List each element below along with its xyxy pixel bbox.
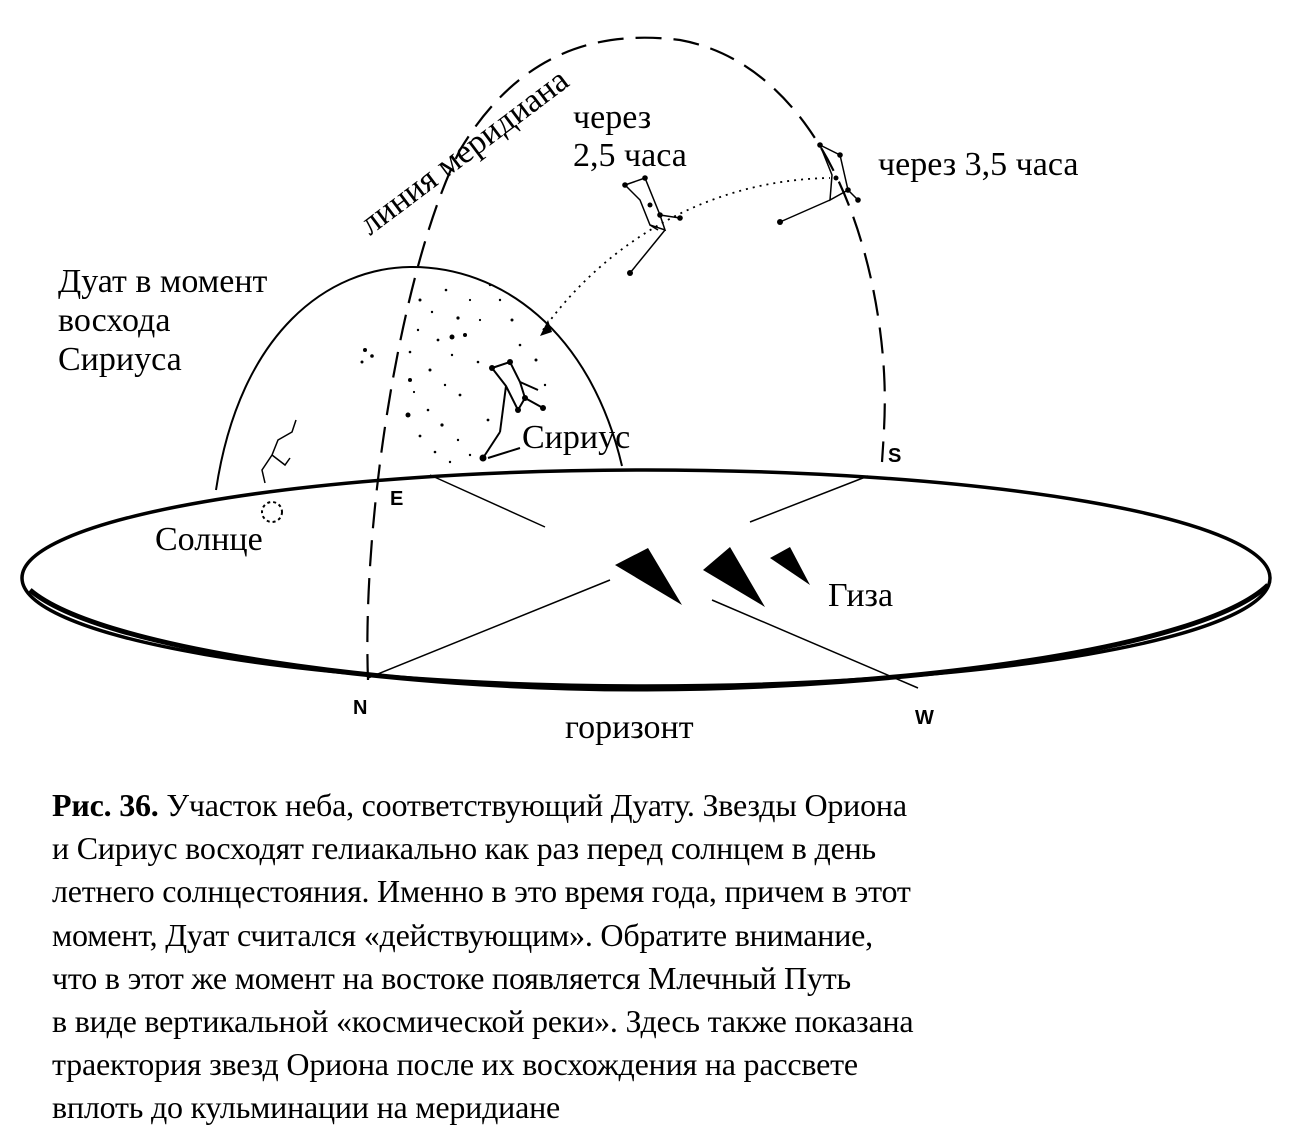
- caption-line: летнего солнцестояния. Именно в это время года, причем в этот: [52, 873, 911, 910]
- sirius-label: Сириус: [522, 419, 631, 456]
- horizon-label: горизонт: [565, 709, 694, 746]
- after-2-5-label-line2: 2,5 часа: [573, 137, 687, 174]
- orion-trajectory: [543, 178, 830, 330]
- meridian-label: линия меридиана: [352, 61, 576, 243]
- caption-line: вплоть до кульминации на меридиане: [52, 1089, 561, 1126]
- giza-label: Гиза: [828, 577, 894, 614]
- caption-line: что в этот же момент на востоке появляется Млечный Путь: [52, 959, 851, 996]
- compass-west: W: [915, 707, 934, 729]
- figure-caption: [52, 784, 1252, 1130]
- giza-pyramids: [615, 547, 810, 607]
- duat-label-line3: Сириуса: [58, 341, 182, 378]
- caption-line-text: Участок неба, соответствующий Дуату. Звезды Ориона: [158, 787, 907, 823]
- sun-icon: [262, 502, 282, 522]
- duat-label-line1: Дуат в момент: [58, 263, 268, 300]
- compass-east: E: [390, 488, 404, 510]
- orion-2-5-hours: [625, 178, 680, 273]
- compass-north: N: [353, 697, 368, 719]
- left-constellation: [262, 420, 296, 483]
- after-2-5-label-line1: через: [573, 99, 652, 136]
- sun-label: Солнце: [155, 521, 263, 558]
- caption-line: траектория звезд Ориона после их восхождения на рассвете: [52, 1046, 858, 1083]
- pyramid-icon: [703, 547, 765, 607]
- pyramid-icon: [770, 547, 810, 585]
- milky-way: [361, 284, 547, 463]
- horizon-front-edge: [30, 585, 1268, 689]
- compass-south: S: [888, 445, 902, 467]
- caption-line: и Сириус восходят гелиакально как раз перед солнцем в день: [52, 830, 876, 867]
- caption-heading: Рис. 36.: [52, 787, 159, 823]
- after-3-5-label: через 3,5 часа: [878, 146, 1079, 183]
- duat-label-line2: восхода: [58, 302, 171, 339]
- caption-line: в виде вертикальной «космической реки». Здесь также показана: [52, 1003, 914, 1040]
- caption-line: момент, Дуат считался «действующим». Обратите внимание,: [52, 916, 873, 953]
- pyramid-icon: [615, 548, 682, 605]
- sirius-pointer: [488, 448, 520, 458]
- caption-line: [52, 784, 1252, 827]
- orion-3-5-hours: [780, 145, 858, 222]
